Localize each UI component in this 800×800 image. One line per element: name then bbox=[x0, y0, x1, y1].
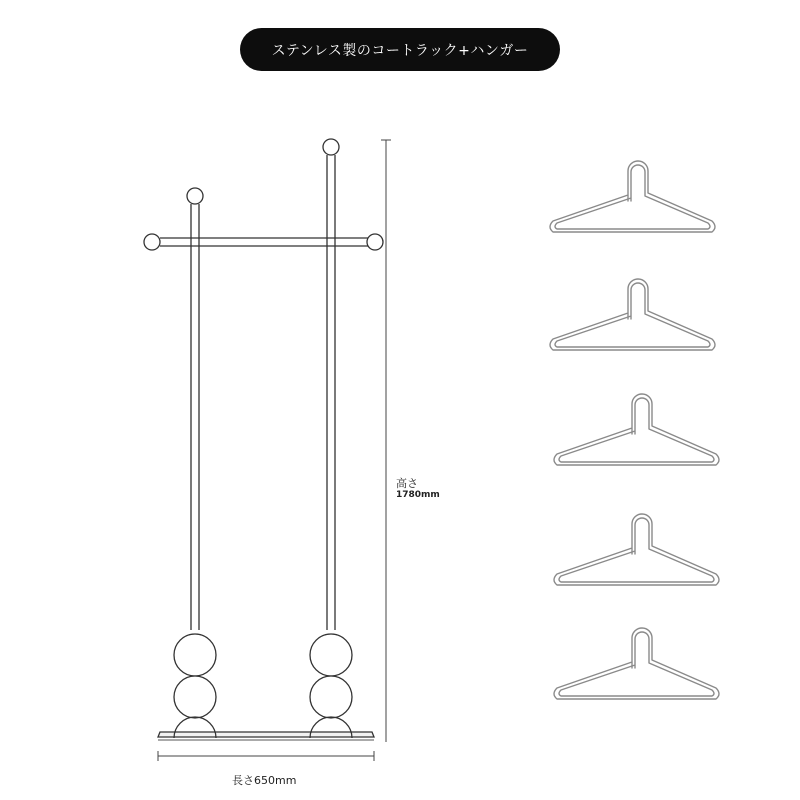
hanger bbox=[550, 161, 715, 232]
length-dimension-label: 長さ650mm bbox=[232, 774, 297, 787]
right-base-balls bbox=[310, 634, 352, 738]
coat-rack bbox=[144, 139, 383, 740]
length-dimension-line bbox=[158, 751, 374, 761]
cross-bar-right-ball bbox=[367, 234, 383, 250]
hanger bbox=[554, 628, 719, 699]
height-label-text: 高さ bbox=[396, 477, 418, 490]
title-text: ステンレス製のコートラック+ハンガー bbox=[271, 42, 529, 59]
right-pole-top-ball bbox=[323, 139, 339, 155]
height-dimension-label bbox=[396, 478, 440, 501]
right-pole bbox=[327, 155, 335, 630]
hanger bbox=[554, 394, 719, 465]
height-dimension-line bbox=[381, 140, 391, 742]
left-pole-top-ball bbox=[187, 188, 203, 204]
hanger bbox=[554, 514, 719, 585]
cross-bar-left-ball bbox=[144, 234, 160, 250]
left-pole bbox=[191, 204, 199, 630]
base-plate bbox=[158, 732, 374, 737]
height-value-text: 1780mm bbox=[396, 490, 440, 500]
hanger bbox=[550, 279, 715, 350]
hanger-list bbox=[550, 161, 719, 699]
left-base-balls bbox=[174, 634, 216, 738]
